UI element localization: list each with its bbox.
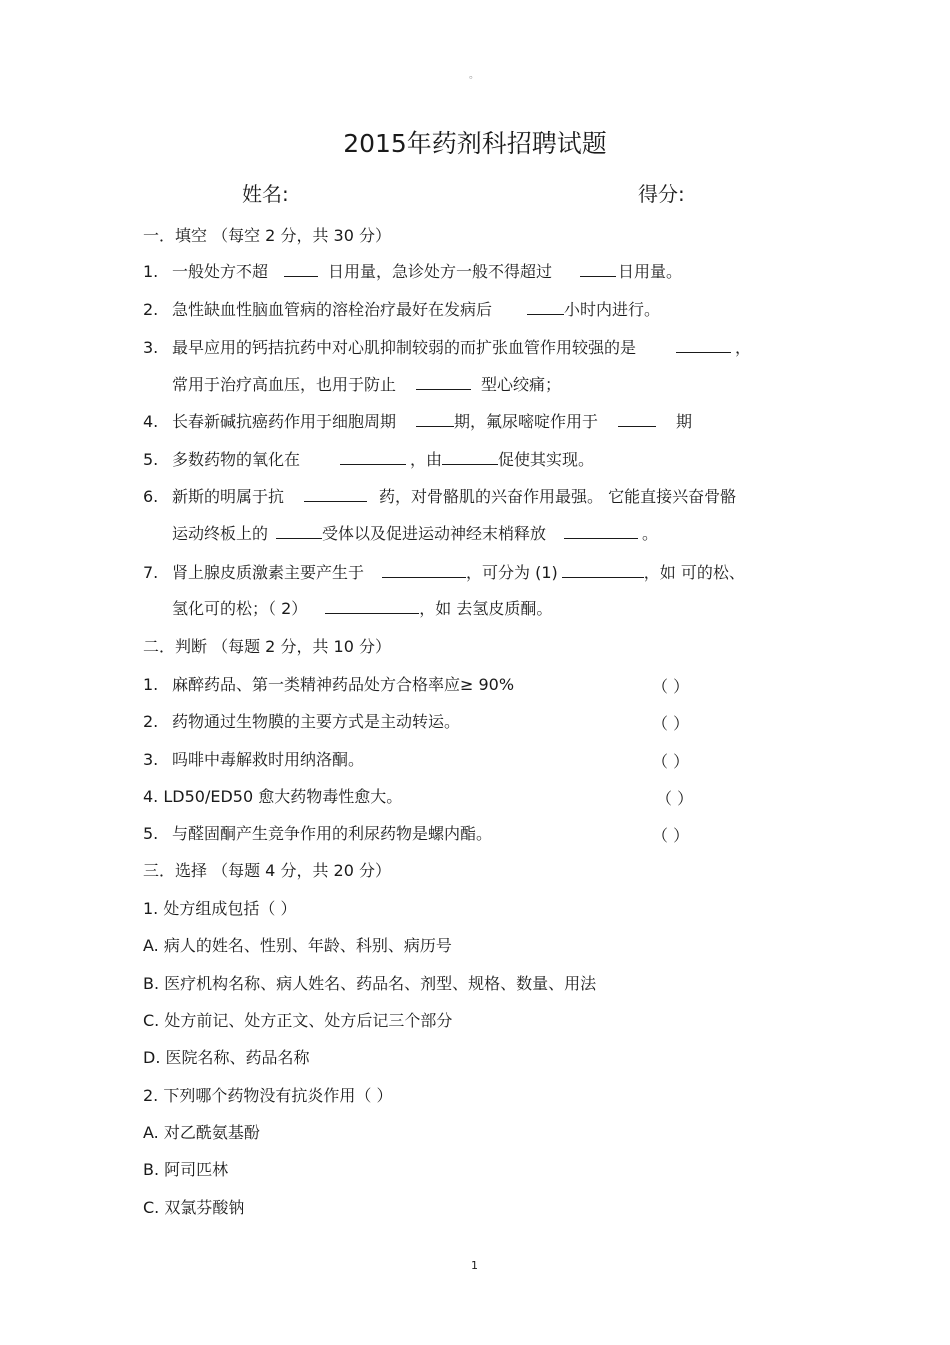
choice-option: B. 医疗机构名称、病人姓名、药品名、剂型、规格、数量、用法: [143, 974, 597, 993]
fill-q7: 7. 肾上腺皮质激素主要产生于 ，可分为 (1) ，如 可的松、: [143, 563, 745, 582]
judge-item: 3. 吗啡中毒解救时用纳洛酮。: [143, 750, 365, 769]
header-dot: 。: [469, 70, 479, 81]
choice-option: A. 对乙酰氨基酚: [143, 1123, 260, 1142]
fill-q4: 4. 长春新碱抗癌药作用于细胞周期 期，氟尿嘧啶作用于 期: [143, 412, 693, 431]
section1-header: 一．填空 （每空 2 分，共 30 分）: [143, 226, 391, 245]
fill-q5: 5. 多数药物的氧化在 ，由 促使其实现。: [143, 450, 595, 469]
fill-q6: 6. 新斯的明属于抗 药，对骨骼肌的兴奋作用最强。 它能直接兴奋骨骼: [143, 487, 737, 506]
judge-item: 4. LD50/ED50 愈大药物毒性愈大。: [143, 787, 403, 806]
page-number: 1: [471, 1259, 478, 1272]
judge-item: 2. 药物通过生物膜的主要方式是主动转运。: [143, 712, 461, 731]
choice-option: A. 病人的姓名、性别、年龄、科别、病历号: [143, 936, 452, 955]
fill-q3-cont: 常用于治疗高血压，也用于防止 型心绞痛；: [172, 375, 562, 394]
choice-question: 2. 下列哪个药物没有抗炎作用（ ）: [143, 1086, 393, 1105]
choice-option: D. 医院名称、药品名称: [143, 1048, 310, 1067]
choice-question: 1. 处方组成包括（ ）: [143, 899, 297, 918]
fill-q1: 1. 一般处方不超 日用量，急诊处方一般不得超过 日用量。: [143, 262, 683, 281]
page-title: 2015年药剂科招聘试题: [343, 129, 607, 158]
fill-q2: 2. 急性缺血性脑血管病的溶栓治疗最好在发病后 小时内进行。: [143, 300, 661, 319]
choice-option: C. 双氯芬酸钠: [143, 1198, 245, 1217]
judge-paren: （ ）: [652, 677, 690, 696]
score-label: 得分:: [638, 182, 685, 206]
fill-q3: 3. 最早应用的钙拮抗药中对心肌抑制较弱的而扩张血管作用较强的是 ，: [143, 338, 752, 357]
section2-header: 二．判断 （每题 2 分，共 10 分）: [143, 637, 391, 656]
judge-paren: （ ）: [652, 752, 690, 771]
judge-paren: （ ）: [652, 714, 690, 733]
fill-q7-cont: 氢化可的松；（ 2） ，如 去氢皮质酮。: [172, 599, 553, 618]
fill-q6-cont: 运动终板上的 受体以及促进运动神经末梢释放 。: [172, 524, 659, 543]
judge-paren: （ ）: [656, 789, 694, 808]
section3-header: 三．选择 （每题 4 分，共 20 分）: [143, 861, 391, 880]
judge-paren: （ ）: [652, 826, 690, 845]
judge-item: 1. 麻醉药品、第一类精神药品处方合格率应≥ 90%: [143, 675, 515, 694]
judge-item: 5. 与醛固酮产生竞争作用的利尿药物是螺内酯。: [143, 824, 493, 843]
choice-option: C. 处方前记、处方正文、处方后记三个部分: [143, 1011, 453, 1030]
choice-option: B. 阿司匹林: [143, 1160, 229, 1179]
name-label: 姓名:: [242, 182, 289, 206]
